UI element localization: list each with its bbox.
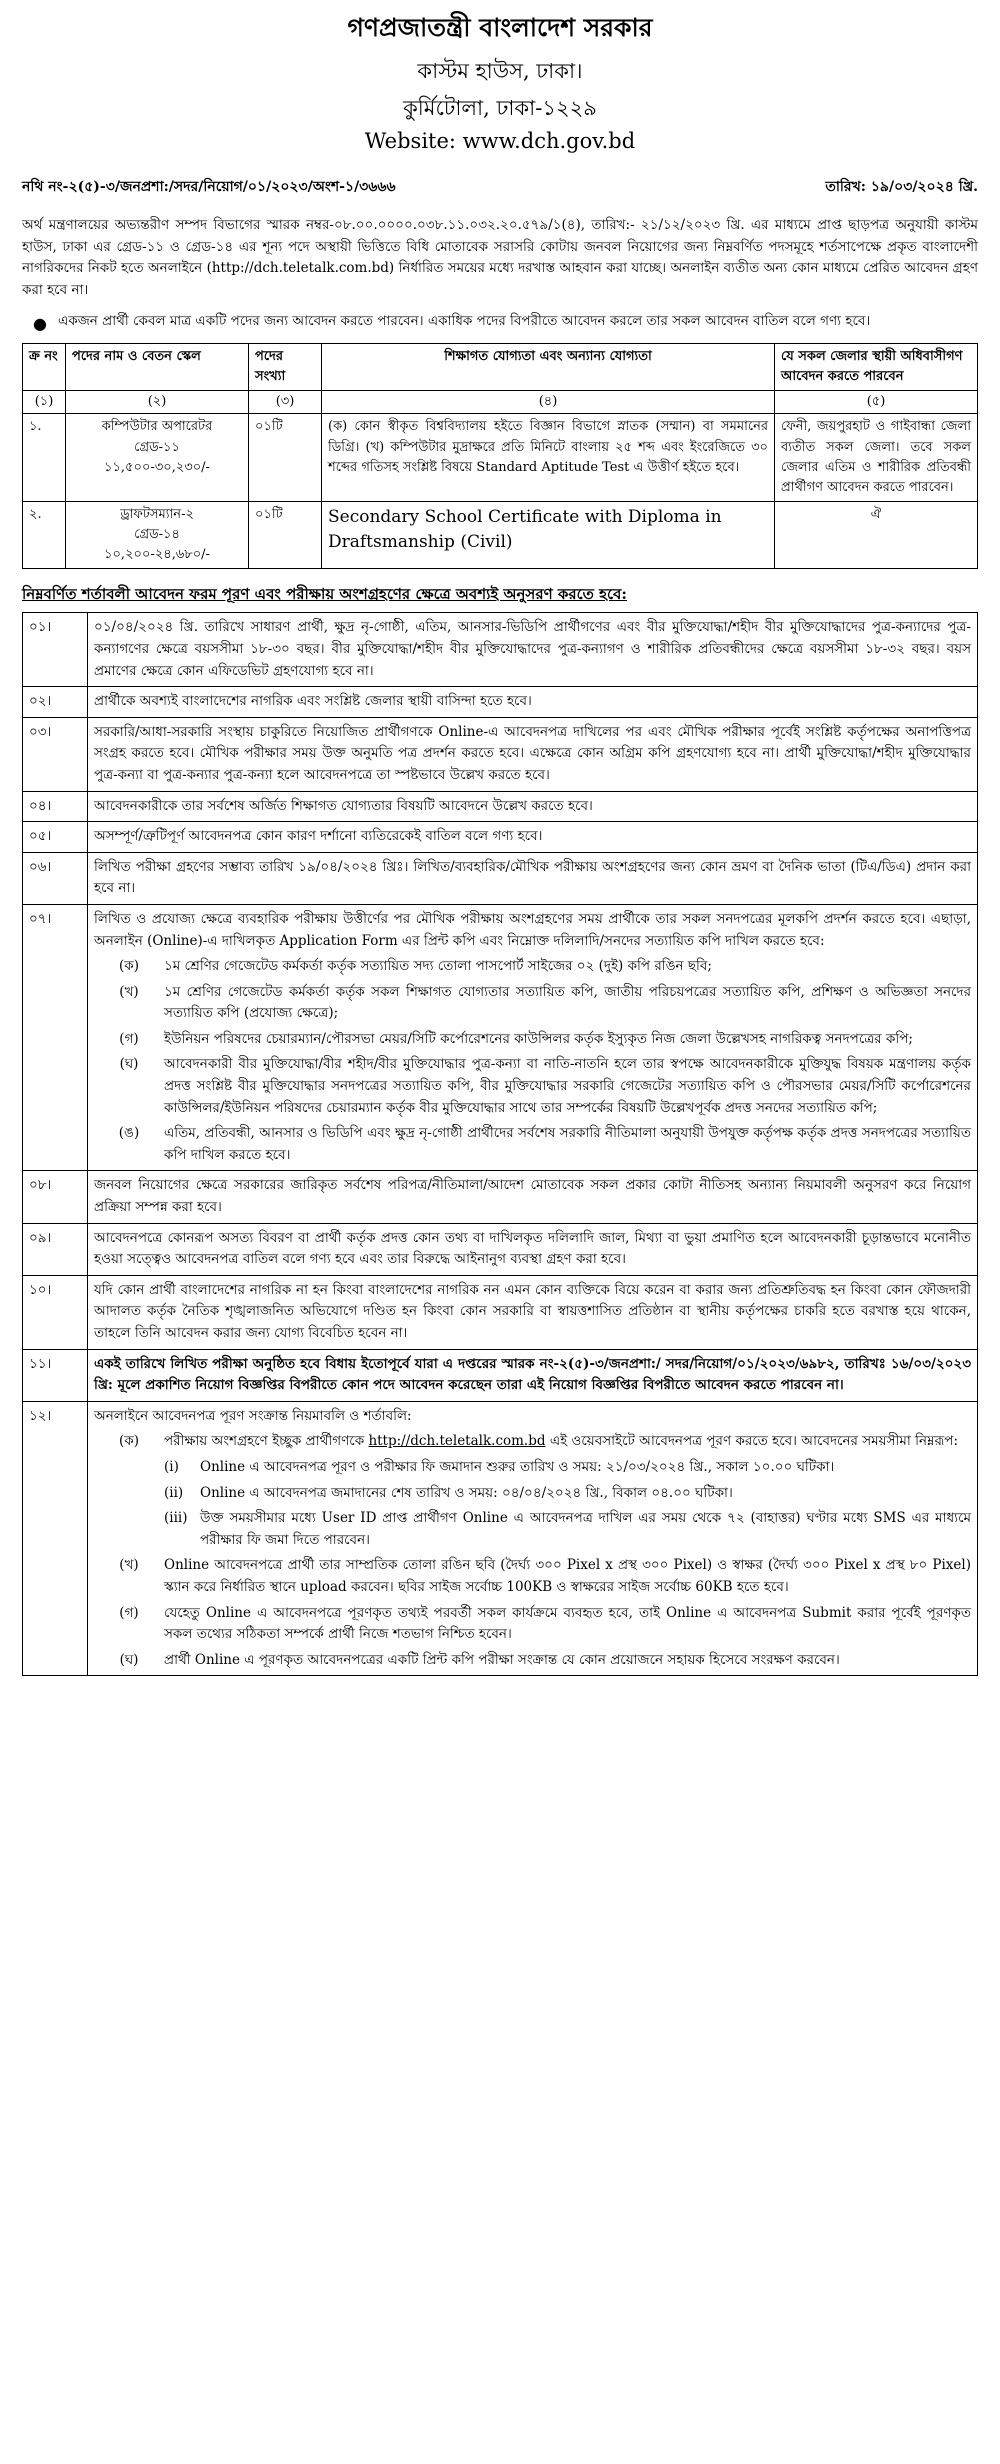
bullet-dot-icon: ● xyxy=(33,314,47,334)
col-header-districts: যে সকল জেলার স্থায়ী অধিবাসীগণ আবেদন করতে পারবেন xyxy=(775,343,978,390)
rule-item xyxy=(94,1650,971,1672)
posts-table xyxy=(22,343,978,569)
condition-text: জনবল নিয়োগের ক্ষেত্রে সরকারের জারিকৃত সর্বশেষ পরিপত্র/নীতিমালা/আদেশ মোতাবেক সকল প্রকার কোটা নীতিসহ অন্যান্য নিয়মাবলী অনুসরণ করে নিয়োগ প্রক্রিয়া সম্পন্ন করা হবে। xyxy=(88,1171,978,1223)
col-header-count: পদের সংখ্যা xyxy=(249,343,322,390)
condition-row xyxy=(23,1275,978,1349)
col-header-qualification: শিক্ষাগত যোগ্যতা এবং অন্যান্য যোগ্যতা xyxy=(322,343,775,390)
condition-number: ১২। xyxy=(23,1401,88,1676)
colnum: (২) xyxy=(66,391,249,414)
rule-item xyxy=(94,1603,971,1646)
bullet-note xyxy=(22,311,978,337)
government-title: গণপ্রজাতন্ত্রী বাংলাদেশ সরকার xyxy=(347,13,653,42)
condition-number: ০৬। xyxy=(23,852,88,904)
condition-row xyxy=(23,1401,978,1676)
item-marker: (ক) xyxy=(119,958,139,975)
conditions-table xyxy=(22,612,978,1676)
rule-item xyxy=(94,1431,971,1453)
condition-row xyxy=(23,1349,978,1401)
row-count: ০১টি xyxy=(249,414,322,502)
condition-text: অসম্পূর্ণ/ত্রুটিপূর্ণ আবেদনপত্র কোন কারণ দর্শানো ব্যতিরেকেই বাতিল বলে গণ্য হবে। xyxy=(88,822,978,853)
item-marker: (ঙ) xyxy=(118,1125,140,1142)
row-qualification: (ক) কোন স্বীকৃত বিশ্ববিদ্যালয় হইতে বিজ্ঞান বিভাগে স্নাতক (সম্মান) বা সমমানের ডিগ্রি। (খ) কম্পিউটার মুদ্রাক্ষরে প্রতি মিনিটে বাংলায় ২৫ শব্দ এবং ইংরেজিতে ৩০ শব্দের গতিসহ সংশ্লিষ্ট বিষয়ে Standard Aptitude Test এ উত্তীর্ণ হইতে হবে। xyxy=(322,414,775,502)
condition-text: যদি কোন প্রার্থী বাংলাদেশের নাগরিক না হন কিংবা বাংলাদেশের নাগরিক নন এমন কোন ব্যক্তিকে বিয়ে করেন বা করার জন্য প্রতিশ্রুতিবদ্ধ হন কিংবা কোন ফৌজদারী আদালত কর্তৃক নৈতিক শৃঙ্খলাজনিত অভিযোগে দণ্ডিত হন কিংবা কোন সরকারি বা স্বায়ত্তশাসিত প্রতিষ্ঠান বা স্থানীয় কর্তৃপক্ষের চাকরি হতে বরখাস্ত হয়ে থাকেন, তাহলে তিনি আবেদন করার জন্য যোগ্য বিবেচিত হবেন না। xyxy=(88,1275,978,1349)
item-text xyxy=(164,1431,971,1453)
memo-date: তারিখ: ১৯/০৩/২০২৪ খ্রি. xyxy=(825,179,978,195)
item-marker: (iii) xyxy=(164,1510,188,1527)
item-text: আবেদনকারী বীর মুক্তিযোদ্ধা/বীর শহীদ/বীর মুক্তিযোদ্ধার পুত্র-কন্যা বা নাতি-নাতনি হলে তার স্বপক্ষে আবেদনকারীকে মুক্তিযুদ্ধ বিষয়ক মন্ত্রণালয় কর্তৃক প্রদত্ত সংশ্লিষ্ট বীর মুক্তিযোদ্ধার সনদপত্রের সত্যায়িত কপি, বীর মুক্তিযোদ্ধার সরকারি গেজেটের সত্যায়িত কপি ও পৌরসভার মেয়র/সিটি কর্পোরেশনের কাউন্সিলর/ইউনিয়ন পরিষদের চেয়ারম্যান কর্তৃক বীর মুক্তিযোদ্ধার সাথে তার সম্পর্কের বিষয়টি উল্লেখপূর্বক প্রদত্ত সনদের সত্যায়িত কপি; xyxy=(164,1056,971,1116)
condition-row xyxy=(23,904,978,1171)
row-districts: ফেনী, জয়পুরহাট ও গাইবান্ধা জেলা ব্যতীত সকল জেলা। তবে সকল জেলার এতিম ও শারীরিক প্রতিবন্ধী প্রার্থীগণ আবেদন করতে পারবেন। xyxy=(775,414,978,502)
document-item xyxy=(94,1029,971,1051)
schedule-item xyxy=(94,1483,971,1505)
document-item xyxy=(94,1123,971,1166)
bullet-text: একজন প্রার্থী কেবল মাত্র একটি পদের জন্য আবেদন করতে পারবেন। একাধিক পদের বিপরীতে আবেদন করলে তার সকল আবেদন বাতিল বলে গণ্য হবে। xyxy=(58,313,871,330)
item-marker: (ii) xyxy=(164,1484,184,1501)
item-marker: (ক) xyxy=(119,1433,139,1450)
condition-number: ০৫। xyxy=(23,822,88,853)
reference-line xyxy=(22,175,978,199)
condition-text: লিখিত পরীক্ষা গ্রহণের সম্ভাব্য তারিখ ১৯/০৪/২০২৪ খ্রিঃ। লিখিত/ব্যবহারিক/মৌখিক পরীক্ষায় অংশগ্রহণের জন্য কোন ভ্রমণ বা দৈনিক ভাতা (টিএ/ডিএ) প্রদান করা হবে না। xyxy=(88,852,978,904)
item-marker: (গ) xyxy=(119,1604,139,1621)
item-text: ১ম শ্রেণির গেজেটেড কর্মকর্তা কর্তৃক সকল শিক্ষাগত যোগ্যতার সত্যায়িত কপি, জাতীয় পরিচয়পত্রের সত্যায়িত কপি, প্রশিক্ষণ ও অভিজ্ঞতা সনদের সত্যায়িত কপি (প্রযোজ্য ক্ষেত্রে); xyxy=(164,983,971,1022)
intro-paragraph: অর্থ মন্ত্রণালয়ের অভ্যন্তরীণ সম্পদ বিভাগের স্মারক নম্বর-০৮.০০.০০০০.০৩৮.১১.০৩২.২০.৫৭৯/১(৪), তারিখ:- ২১/১২/২০২৩ খ্রি. এর মাধ্যমে প্রাপ্ত ছাড়পত্র অনুযায়ী কাস্টম হাউস, ঢাকা এর গ্রেড-১১ ও গ্রেড-১৪ এর শূন্য পদে অস্থায়ী ভিত্তিতে বিধি মোতাবেক সরাসরি কোটায় জনবল নিয়োগের জন্য নিম্নবর্ণিত পদসমূহে শর্তসাপেক্ষে প্রকৃত বাংলাদেশী নাগরিকদের নিকট হতে অনলাইনে (http://dch.teletalk.com.bd) নির্ধারিত সময়ের মধ্যে দরখাস্ত আহবান করা যাচ্ছে। অনলাইন ব্যতীত অন্য কোন মাধ্যমে প্রেরিত আবেদন গ্রহণ করা হবে না। xyxy=(22,217,978,298)
condition-row xyxy=(23,852,978,904)
office-name: কাস্টম হাউস, ঢাকা। xyxy=(417,59,583,83)
condition-number: ০৪। xyxy=(23,791,88,822)
row-qualification: Secondary School Certificate with Diploma in Draftsmanship (Civil) xyxy=(322,501,775,568)
item-text: উক্ত সময়সীমার মধ্যে User ID প্রাপ্ত প্রার্থীগণ Online এ আবেদনপত্র দাখিল এর সময় থেকে ৭২ (বাহাত্তর) ঘণ্টার মধ্যে SMS এর মাধ্যমে পরীক্ষার ফি জমা দিতে পারবেন। xyxy=(200,1510,971,1548)
online-application-rules xyxy=(88,1401,978,1676)
post-grade: গ্রেড-১১ xyxy=(134,439,180,455)
condition-number: ০১। xyxy=(23,613,88,687)
schedule-item xyxy=(94,1508,971,1551)
document-item xyxy=(94,956,971,978)
condition-text: ০১/০৪/২০২৪ খ্রি. তারিখে সাধারণ প্রার্থী, ক্ষুদ্র নৃ-গোষ্ঠী, এতিম, আনসার-ভিডিপি প্রার্থীগণের এবং বীর মুক্তিযোদ্ধা/শহীদ বীর মুক্তিযোদ্ধাদের পুত্র-কন্যাদের পুত্র-কন্যাগণের ক্ষেত্রে বয়সসীমা ১৮-৩০ বছর। বীর মুক্তিযোদ্ধা/শহীদ বীর মুক্তিযোদ্ধাদের পুত্র-কন্যাগণ ও শারীরিক প্রতিবন্ধীদের ক্ষেত্রে বয়সসীমা ১৮-৩২ বছর। বয়স প্রমাণের ক্ষেত্রে কোন এফিডেভিট গ্রহণযোগ্য হবে না। xyxy=(88,613,978,687)
condition-text: অনলাইনে আবেদনপত্র পূরণ সংক্রান্ত নিয়মাবলি ও শর্তাবলি: xyxy=(94,1407,412,1424)
website-line: Website: www.dch.gov.bd xyxy=(364,129,636,153)
row-post xyxy=(66,501,249,568)
item-text: Online এ আবেদনপত্র পূরণ ও পরীক্ষার ফি জমাদান শুরুর তারিখ ও সময়: ২১/০৩/২০২৪ খ্রি., সকাল ১০.০০ ঘটিকা। xyxy=(200,1458,835,1475)
item-text: প্রার্থী Online এ পূরণকৃত আবেদনপত্রের একটি প্রিন্ট কপি পরীক্ষা সংক্রান্ত যে কোন প্রয়োজনে সহায়ক হিসেবে সংরক্ষণ করবেন। xyxy=(164,1651,840,1668)
row-districts: ঐ xyxy=(775,501,978,568)
condition-text: আবেদনকারীকে তার সর্বশেষ অর্জিত শিক্ষাগত যোগ্যতার বিষয়টি আবেদনে উল্লেখ করতে হবে। xyxy=(88,791,978,822)
condition-number: ০৯। xyxy=(23,1223,88,1275)
colnum: (১) xyxy=(23,391,66,414)
condition-text: লিখিত ও প্রযোজ্য ক্ষেত্রে ব্যবহারিক পরীক্ষায় উত্তীর্ণের পর মৌখিক পরীক্ষায় অংশগ্রহণের সময় প্রার্থীকে তার সকল সনদপত্রের মূলকপি প্রদর্শন করতে হবে। এছাড়া, অনলাইন (Online)-এ দাখিলকৃত Application Form এর প্রিন্ট কপি এবং নিম্নোক্ত দলিলাদি/সনদের সত্যায়িত কপি দাখিল করতে হবে: xyxy=(94,910,971,949)
office-address: কুর্মিটোলা, ঢাকা-১২২৯ xyxy=(403,96,597,120)
schedule-item xyxy=(94,1457,971,1479)
teletalk-link[interactable]: http://dch.teletalk.com.bd xyxy=(368,1433,546,1450)
item-text: যেহেতু Online এ আবেদনপত্রে পূরণকৃত তথ্যই পরবর্তী সকল কার্যক্রমে ব্যবহৃত হবে, তাই Online এ আবেদনপত্র Submit করার পূর্বেই পূরণকৃত সকল তথ্যের সঠিকতা সম্পর্কে প্রার্থী নিজে শতভাগ নিশ্চিত হবেন। xyxy=(164,1604,971,1643)
condition-row xyxy=(23,791,978,822)
condition-row xyxy=(23,822,978,853)
item-text-part: পরীক্ষায় অংশগ্রহণে ইচ্ছুক প্রার্থীগণকে xyxy=(164,1433,365,1450)
post-scale: ১১,৫০০-৩০,২৩০/- xyxy=(104,459,210,475)
item-marker: (ঘ) xyxy=(119,1651,139,1668)
item-text: Online আবেদনপত্রে প্রার্থী তার সাম্প্রতিক তোলা রঙিন ছবি (দৈর্ঘ্য ৩০০ Pixel x প্রস্থ ৩০০ Pixel) ও স্বাক্ষর (দৈর্ঘ্য ৩০০ Pixel x প্রস্থ ৮০ Pixel) স্ক্যান করে নির্ধারিত স্থানে upload করবেন। ছবির সাইজ সর্বোচ্চ 100KB ও স্বাক্ষরের সাইজ সর্বোচ্চ 60KB হতে হবে। xyxy=(164,1557,971,1595)
condition-row xyxy=(23,613,978,687)
condition-number: ০৭। xyxy=(23,904,88,1171)
col-header-post: পদের নাম ও বেতন স্কেল xyxy=(66,343,249,390)
row-post xyxy=(66,414,249,502)
condition-row xyxy=(23,717,978,791)
table-colnum-row xyxy=(23,391,978,414)
post-scale: ১০,২০০-২৪,৬৮০/- xyxy=(104,547,210,563)
condition-text: আবেদনপত্রে কোনরূপ অসত্য বিবরণ বা প্রার্থী কর্তৃক প্রদত্ত কোন তথ্য বা দাখিলকৃত দলিলাদি জাল, মিথ্যা বা ভুয়া প্রমাণিত হলে আবেদনকারী চূড়ান্তভাবে মনোনীত হওয়া সত্ত্বেও আবেদনপত্র বাতিল বলে গণ্য হবে এবং তার বিরুদ্ধে আইনানুগ ব্যবস্থা গ্রহণ করা হবে। xyxy=(88,1223,978,1275)
post-name: কম্পিউটার অপারেটর xyxy=(101,419,213,435)
table-row xyxy=(23,414,978,502)
rule-item xyxy=(94,1555,971,1598)
row-count: ০১টি xyxy=(249,501,322,568)
item-marker: (ঘ) xyxy=(119,1056,139,1073)
table-row xyxy=(23,501,978,568)
condition-number: ১০। xyxy=(23,1275,88,1349)
item-text: ১ম শ্রেণির গেজেটেড কর্মকর্তা কর্তৃক সত্যায়িত সদ্য তোলা পাসপোর্ট সাইজের ০২ (দুই) কপি রঙিন ছবি; xyxy=(164,958,712,975)
item-marker: (i) xyxy=(164,1458,179,1475)
row-serial: ১. xyxy=(23,414,66,502)
condition-number: ০২। xyxy=(23,687,88,718)
conditions-title: নিম্নবর্ণিত শর্তাবলী আবেদন ফরম পূরণ এবং পরীক্ষায় অংশগ্রহণের ক্ষেত্রে অবশ্যই অনুসরণ করতে হবে: xyxy=(22,585,627,604)
condition-row xyxy=(23,1171,978,1223)
item-text: Online এ আবেদনপত্র জমাদানের শেষ তারিখ ও সময়: ০৪/০৪/২০২৪ খ্রি., বিকাল ০৪.০০ ঘটিকা। xyxy=(200,1484,733,1501)
col-header-serial: ক্র নং xyxy=(23,343,66,390)
condition-text-bold: একই তারিখে লিখিত পরীক্ষা অনুষ্ঠিত হবে বিধায় ইতোপূর্বে যারা এ দপ্তরের স্মারক নং-২(৫)-৩/জনপ্রশা:/ সদর/নিয়োগ/০১/২০২৩/৬৯৮২, তারিখঃ ১৬/০৩/২০২৩ খ্রি: মূলে প্রকাশিত নিয়োগ বিজ্ঞপ্তির বিপরীতে কোন পদে আবেদন করেছেন তারা এই নিয়োগ বিজ্ঞপ্তির বিপরীতে আবেদন করতে পারবেন না। xyxy=(88,1349,978,1401)
condition-number: ১১। xyxy=(23,1349,88,1401)
item-marker: (খ) xyxy=(119,1557,139,1574)
colnum: (৫) xyxy=(775,391,978,414)
condition-number: ০৮। xyxy=(23,1171,88,1223)
item-marker: (খ) xyxy=(119,983,139,1000)
post-grade: গ্রেড-১৪ xyxy=(134,527,180,543)
condition-row xyxy=(23,687,978,718)
row-serial: ২. xyxy=(23,501,66,568)
condition-text: সরকারি/আধা-সরকারি সংস্থায় চাকুরিতে নিয়োজিত প্রার্থীগণকে Online-এ আবেদনপত্র দাখিলের পর এবং মৌখিক পরীক্ষার পূর্বেই সংশ্লিষ্ট কর্তৃপক্ষের অনাপত্তিপত্র সংগ্রহ করতে হবে। মৌখিক পরীক্ষার সময় উক্ত অনুমতি পত্র প্রদর্শন করতে হবে। এক্ষেত্রে কোন অগ্রিম কপি গ্রহণযোগ্য হবে না। প্রার্থী মুক্তিযোদ্ধা/শহীদ মুক্তিযোদ্ধার পুত্র-কন্যা বা পুত্র-কন্যার পুত্র-কন্যা হলে আবেদনপত্রে তা স্পষ্টভাবে উল্লেখ করতে হবে। xyxy=(88,717,978,791)
item-text: ইউনিয়ন পরিষদের চেয়ারম্যান/পৌরসভা মেয়র/সিটি কর্পোরেশনের কাউন্সিলর কর্তৃক ইস্যুকৃত নিজ জেলা উল্লেখসহ নাগরিকত্ব সনদপত্রের কপি; xyxy=(164,1030,913,1047)
condition-row xyxy=(23,1223,978,1275)
document-item xyxy=(94,1054,971,1119)
post-name: ড্রাফটসম্যান-২ xyxy=(120,506,194,522)
item-text: এতিম, প্রতিবন্ধী, আনসার ও ভিডিপি এবং ক্ষুদ্র নৃ-গোষ্ঠী প্রার্থীদের সর্বশেষ সরকারি নীতিমালা অনুযায়ী উপযুক্ত কর্তৃপক্ষ কর্তৃক প্রদত্ত সনদপত্রের সত্যায়িত কপি দাখিল করতে হবে। xyxy=(164,1125,971,1163)
document-item xyxy=(94,982,971,1025)
table-header-row xyxy=(23,343,978,390)
item-marker: (গ) xyxy=(119,1030,139,1047)
condition-number: ০৩। xyxy=(23,717,88,791)
condition-text: প্রার্থীকে অবশ্যই বাংলাদেশের নাগরিক এবং সংশ্লিষ্ট জেলার স্থায়ী বাসিন্দা হতে হবে। xyxy=(88,687,978,718)
condition-documents xyxy=(88,904,978,1171)
memo-number: নথি নং-২(৫)-৩/জনপ্রশা:/সদর/নিয়োগ/০১/২০২৩/অংশ-১/৩৬৬৬ xyxy=(22,179,396,195)
colnum: (৩) xyxy=(249,391,322,414)
item-text-part: এই ওয়েবসাইটে আবেদনপত্র পূরণ করতে হবে। আবেদনের সময়সীমা নিম্নরূপ: xyxy=(549,1433,959,1450)
colnum: (৪) xyxy=(322,391,775,414)
